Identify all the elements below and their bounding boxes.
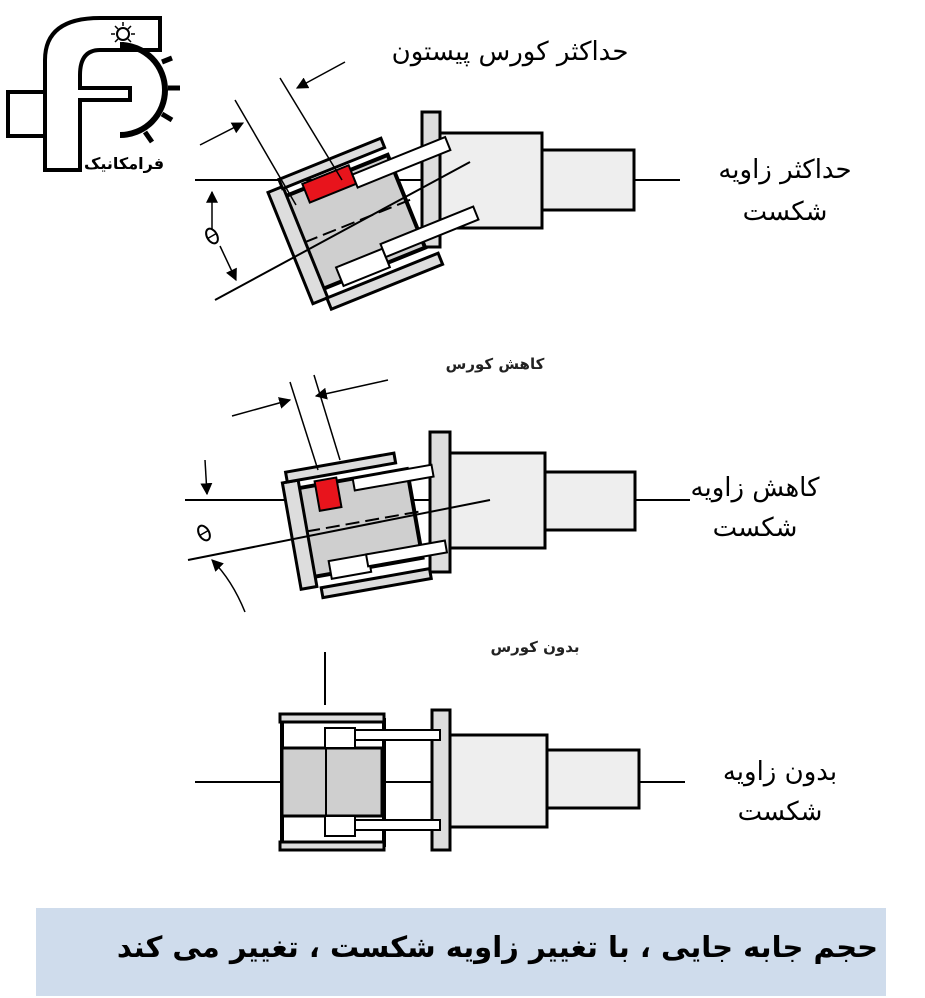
caption-text: حجم جابه جایی ، با تغییر زاویه شکست ، تغییر می کند — [116, 930, 878, 964]
max-stroke-label: حداکثر کورس پیستون — [391, 37, 629, 67]
angle-theta-symbol — [204, 227, 221, 246]
max-angle-label-line1: حداکثر زاویه — [718, 155, 852, 185]
diagram-no-angle — [195, 652, 685, 850]
max-angle-label-line2: شکست — [742, 197, 828, 227]
angle-theta-symbol — [196, 524, 213, 543]
no-stroke-label: بدون کورس — [490, 638, 580, 656]
diagram-max-angle — [195, 62, 680, 315]
logo-side-bar — [8, 92, 45, 136]
reduced-stroke-label: کاهش کورس — [445, 355, 545, 373]
diagram-reduced-angle — [185, 375, 690, 612]
no-angle-label-line2: شکست — [737, 797, 823, 827]
reduced-angle-label-line2: شکست — [712, 513, 798, 543]
logo-brand-text: فرامکانیک — [84, 154, 165, 173]
logo-frame — [45, 18, 160, 170]
piston-highlight-reduced — [315, 477, 342, 510]
caption-bar — [36, 908, 886, 996]
reduced-angle-label-line1: کاهش زاویه — [690, 473, 820, 503]
logo-sun-icon — [117, 28, 129, 40]
no-angle-label-line1: بدون زاویه — [722, 757, 838, 787]
logo — [8, 18, 180, 170]
